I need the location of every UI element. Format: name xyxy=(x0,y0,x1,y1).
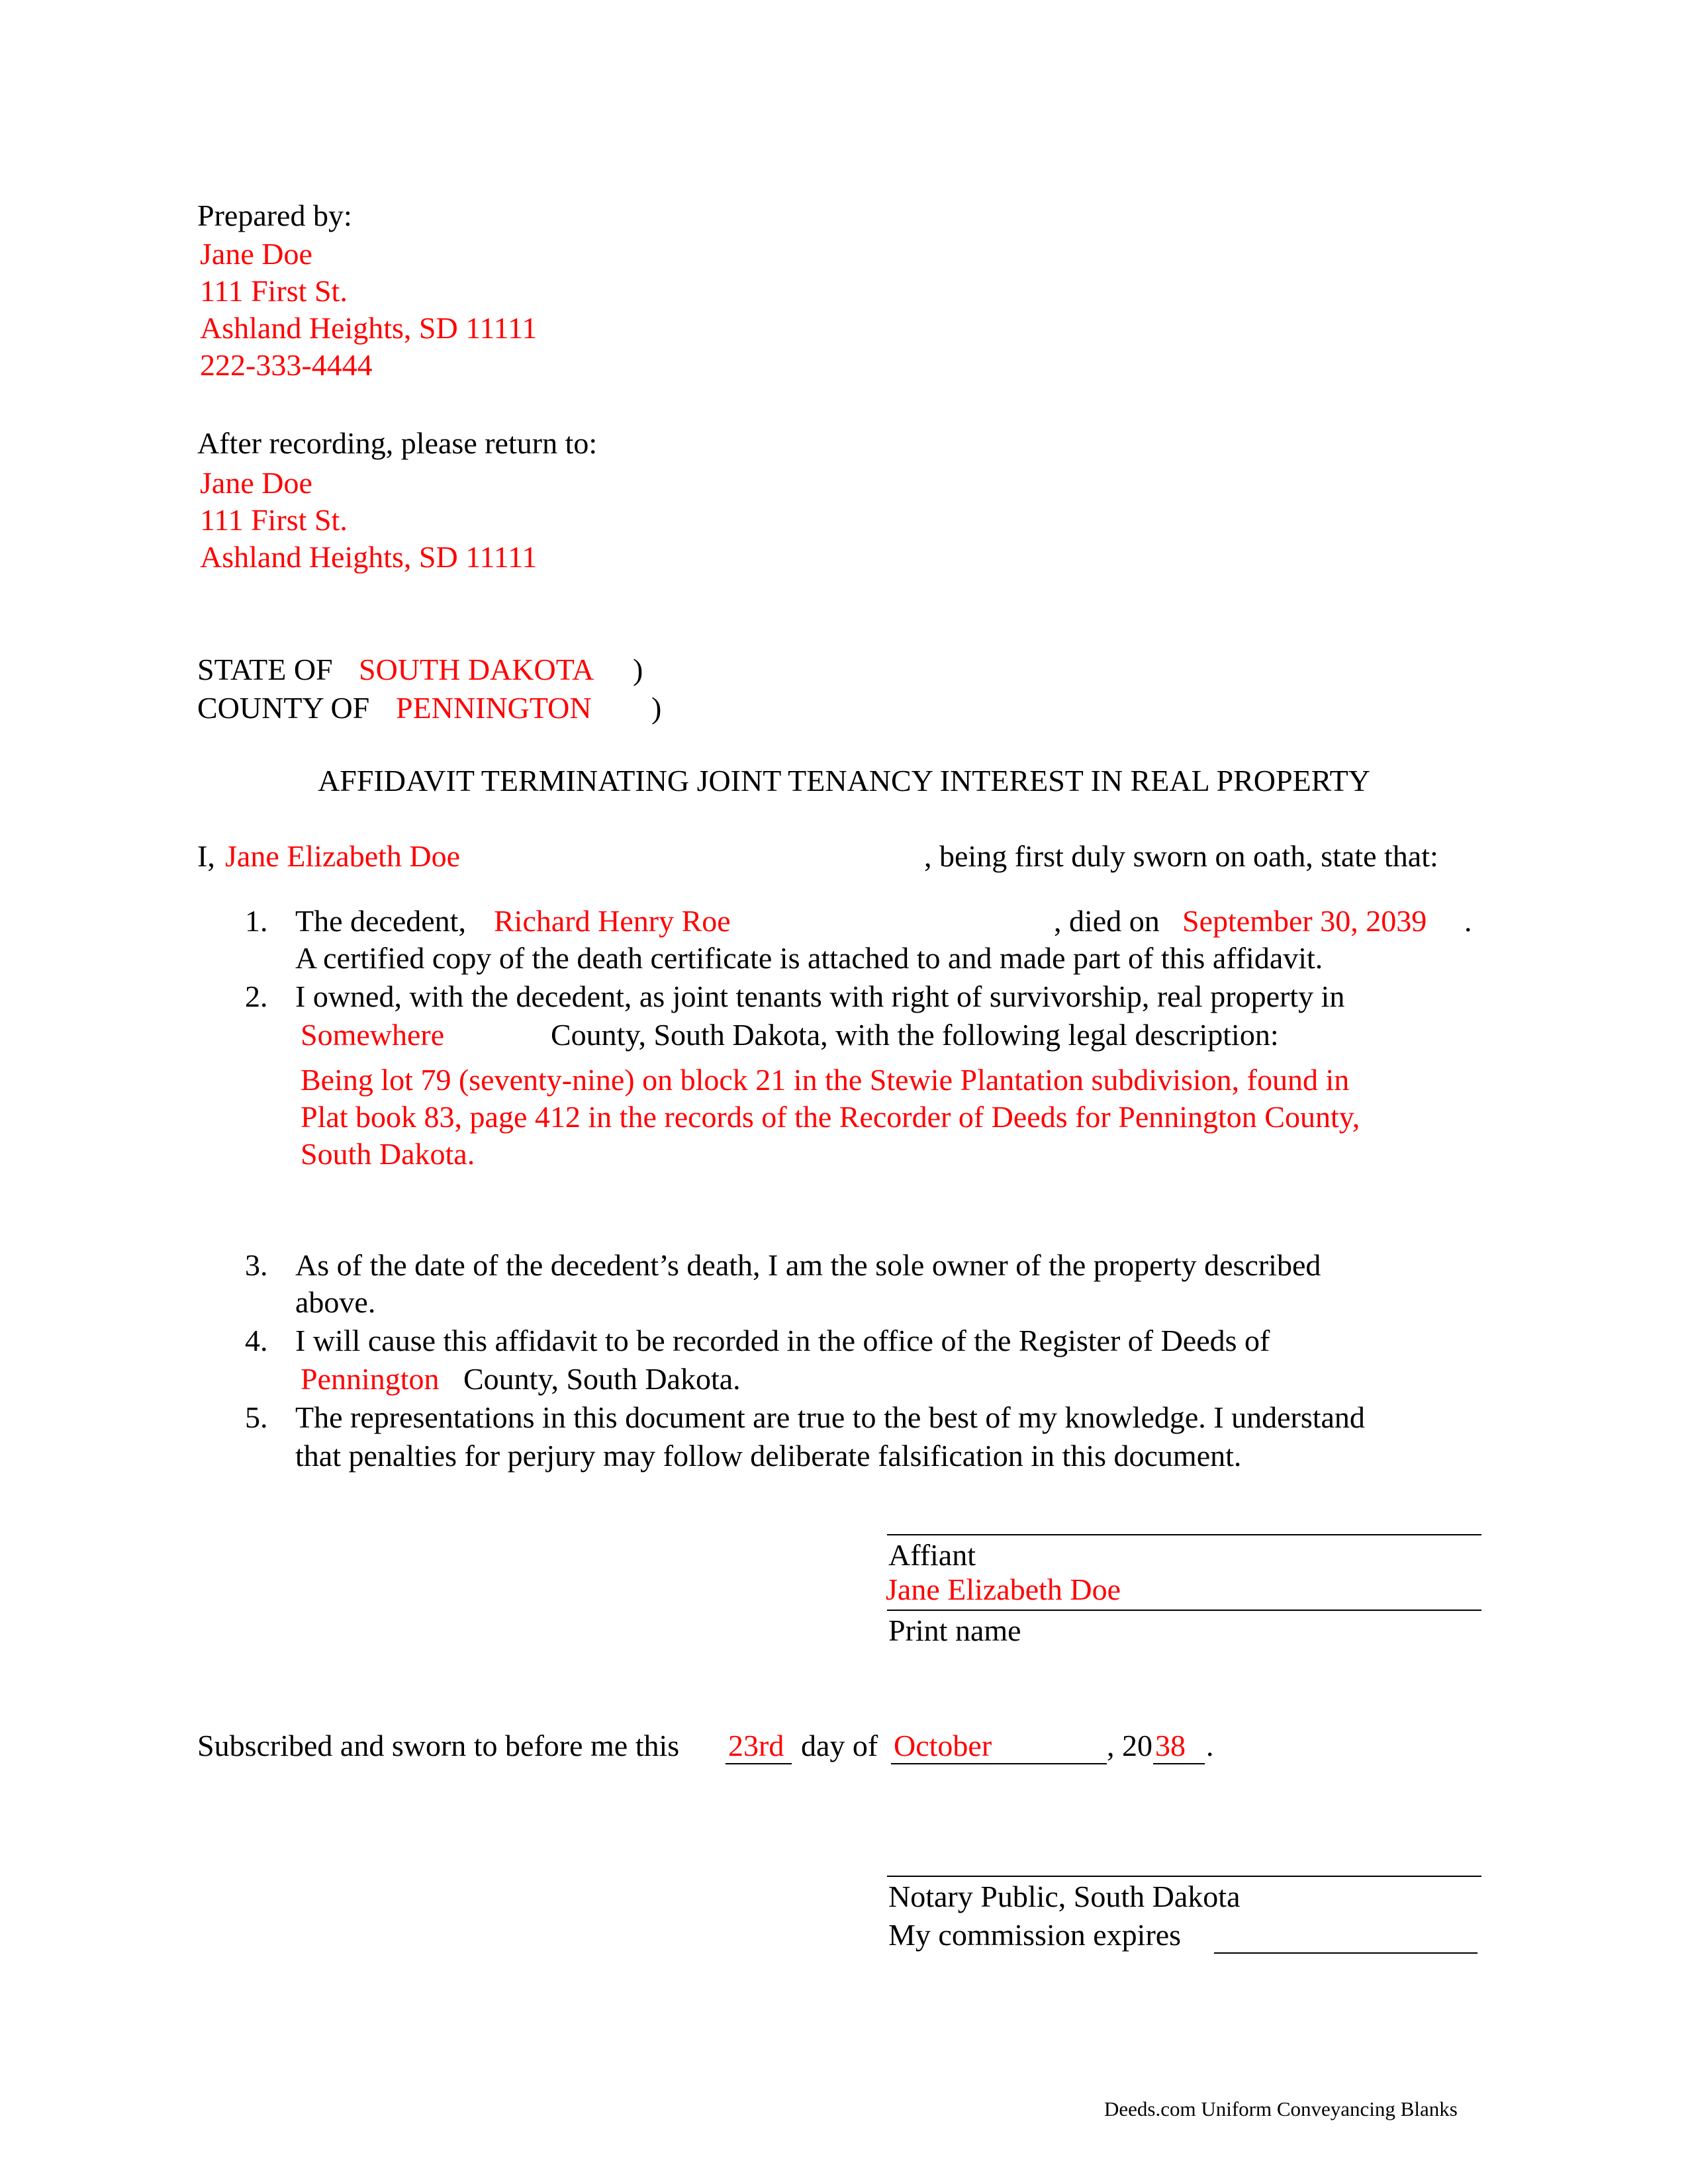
county-label: COUNTY OF xyxy=(197,691,370,725)
jurat-period: . xyxy=(1206,1729,1214,1762)
return-to-label: After recording, please return to: xyxy=(197,426,598,460)
preparer-city-state-zip: Ashland Heights, SD 11111 xyxy=(200,311,538,345)
intro-prefix: I, xyxy=(197,839,215,873)
item-1-text-a: The decedent, xyxy=(295,904,466,938)
jurat-year-line xyxy=(1153,1763,1205,1764)
item-1-period: . xyxy=(1464,904,1472,938)
decedent-name: Richard Henry Roe xyxy=(494,904,731,938)
preparer-name: Jane Doe xyxy=(200,237,312,271)
intro-suffix: , being first duly sworn on oath, state that: xyxy=(924,839,1438,873)
return-name: Jane Doe xyxy=(200,466,312,500)
jurat-day-line xyxy=(726,1763,792,1764)
state-value: SOUTH DAKOTA xyxy=(359,653,594,686)
commission-expires-line[interactable] xyxy=(1214,1952,1477,1954)
item-number-4: 4. xyxy=(245,1324,268,1357)
county-paren: ) xyxy=(651,691,662,725)
document-title: AFFIDAVIT TERMINATING JOINT TENANCY INTEREST IN REAL PROPERTY xyxy=(318,764,1370,797)
intro-affiant-name: Jane Elizabeth Doe xyxy=(225,839,461,873)
item-number-2: 2. xyxy=(245,979,268,1013)
preparer-street: 111 First St. xyxy=(200,274,348,308)
item-4-text-a: I will cause this affidavit to be recorded in the office of the Register of Deeds of xyxy=(295,1324,1270,1357)
county-value: PENNINGTON xyxy=(396,691,592,725)
legal-description-line-1: Being lot 79 (seventy-nine) on block 21 in the Stewie Plantation subdivision, found in xyxy=(301,1063,1350,1097)
affiant-print-name: Jane Elizabeth Doe xyxy=(886,1572,1121,1606)
jurat-text-c: , 20 xyxy=(1107,1729,1152,1762)
state-paren: ) xyxy=(633,653,643,686)
notary-title: Notary Public, South Dakota xyxy=(888,1880,1241,1913)
item-5-text-a: The representations in this document are true to the best of my knowledge. I understand xyxy=(295,1400,1365,1434)
affiant-label: Affiant xyxy=(888,1538,976,1572)
footer-text: Deeds.com Uniform Conveyancing Blanks xyxy=(1104,2097,1458,2120)
notary-signature-line[interactable] xyxy=(887,1876,1481,1877)
item-number-5: 5. xyxy=(245,1400,268,1434)
jurat-text-a: Subscribed and sworn to before me this xyxy=(197,1729,680,1762)
state-label: STATE OF xyxy=(197,653,333,686)
item-1-text-c: A certified copy of the death certificate is attached to and made part of this affidavit. xyxy=(295,941,1323,975)
jurat-month: October xyxy=(894,1729,992,1762)
commission-expires-label: My commission expires xyxy=(888,1918,1182,1952)
return-street: 111 First St. xyxy=(200,503,348,537)
jurat-text-b: day of xyxy=(801,1729,878,1762)
jurat-month-line xyxy=(891,1763,1107,1764)
property-county: Somewhere xyxy=(301,1018,445,1052)
print-name-label: Print name xyxy=(888,1614,1021,1647)
return-city-state-zip: Ashland Heights, SD 11111 xyxy=(200,540,538,574)
jurat-year: 38 xyxy=(1155,1729,1186,1762)
item-4-text-b: County, South Dakota. xyxy=(463,1362,741,1396)
affiant-signature-line[interactable] xyxy=(887,1534,1481,1535)
item-1-text-b: , died on xyxy=(1054,904,1160,938)
recording-county: Pennington xyxy=(301,1362,440,1396)
print-name-line[interactable] xyxy=(887,1610,1481,1611)
item-number-3: 3. xyxy=(245,1248,268,1282)
jurat-day: 23rd xyxy=(728,1729,784,1762)
preparer-phone: 222-333-4444 xyxy=(200,348,373,382)
item-3-text-a: As of the date of the decedent’s death, I am the sole owner of the property described xyxy=(295,1248,1321,1282)
item-3-text-b: above. xyxy=(295,1285,376,1319)
item-number-1: 1. xyxy=(245,904,268,938)
item-5-text-b: that penalties for perjury may follow deliberate falsification in this document. xyxy=(295,1439,1242,1473)
prepared-by-label: Prepared by: xyxy=(197,199,352,232)
item-2-text-a: I owned, with the decedent, as joint tenants with right of survivorship, real property in xyxy=(295,979,1345,1013)
legal-description-line-3: South Dakota. xyxy=(301,1137,475,1171)
legal-description-line-2: Plat book 83, page 412 in the records of the Recorder of Deeds for Pennington County, xyxy=(301,1100,1360,1134)
item-2-text-b: County, South Dakota, with the following legal description: xyxy=(551,1018,1279,1052)
date-of-death: September 30, 2039 xyxy=(1182,904,1427,938)
